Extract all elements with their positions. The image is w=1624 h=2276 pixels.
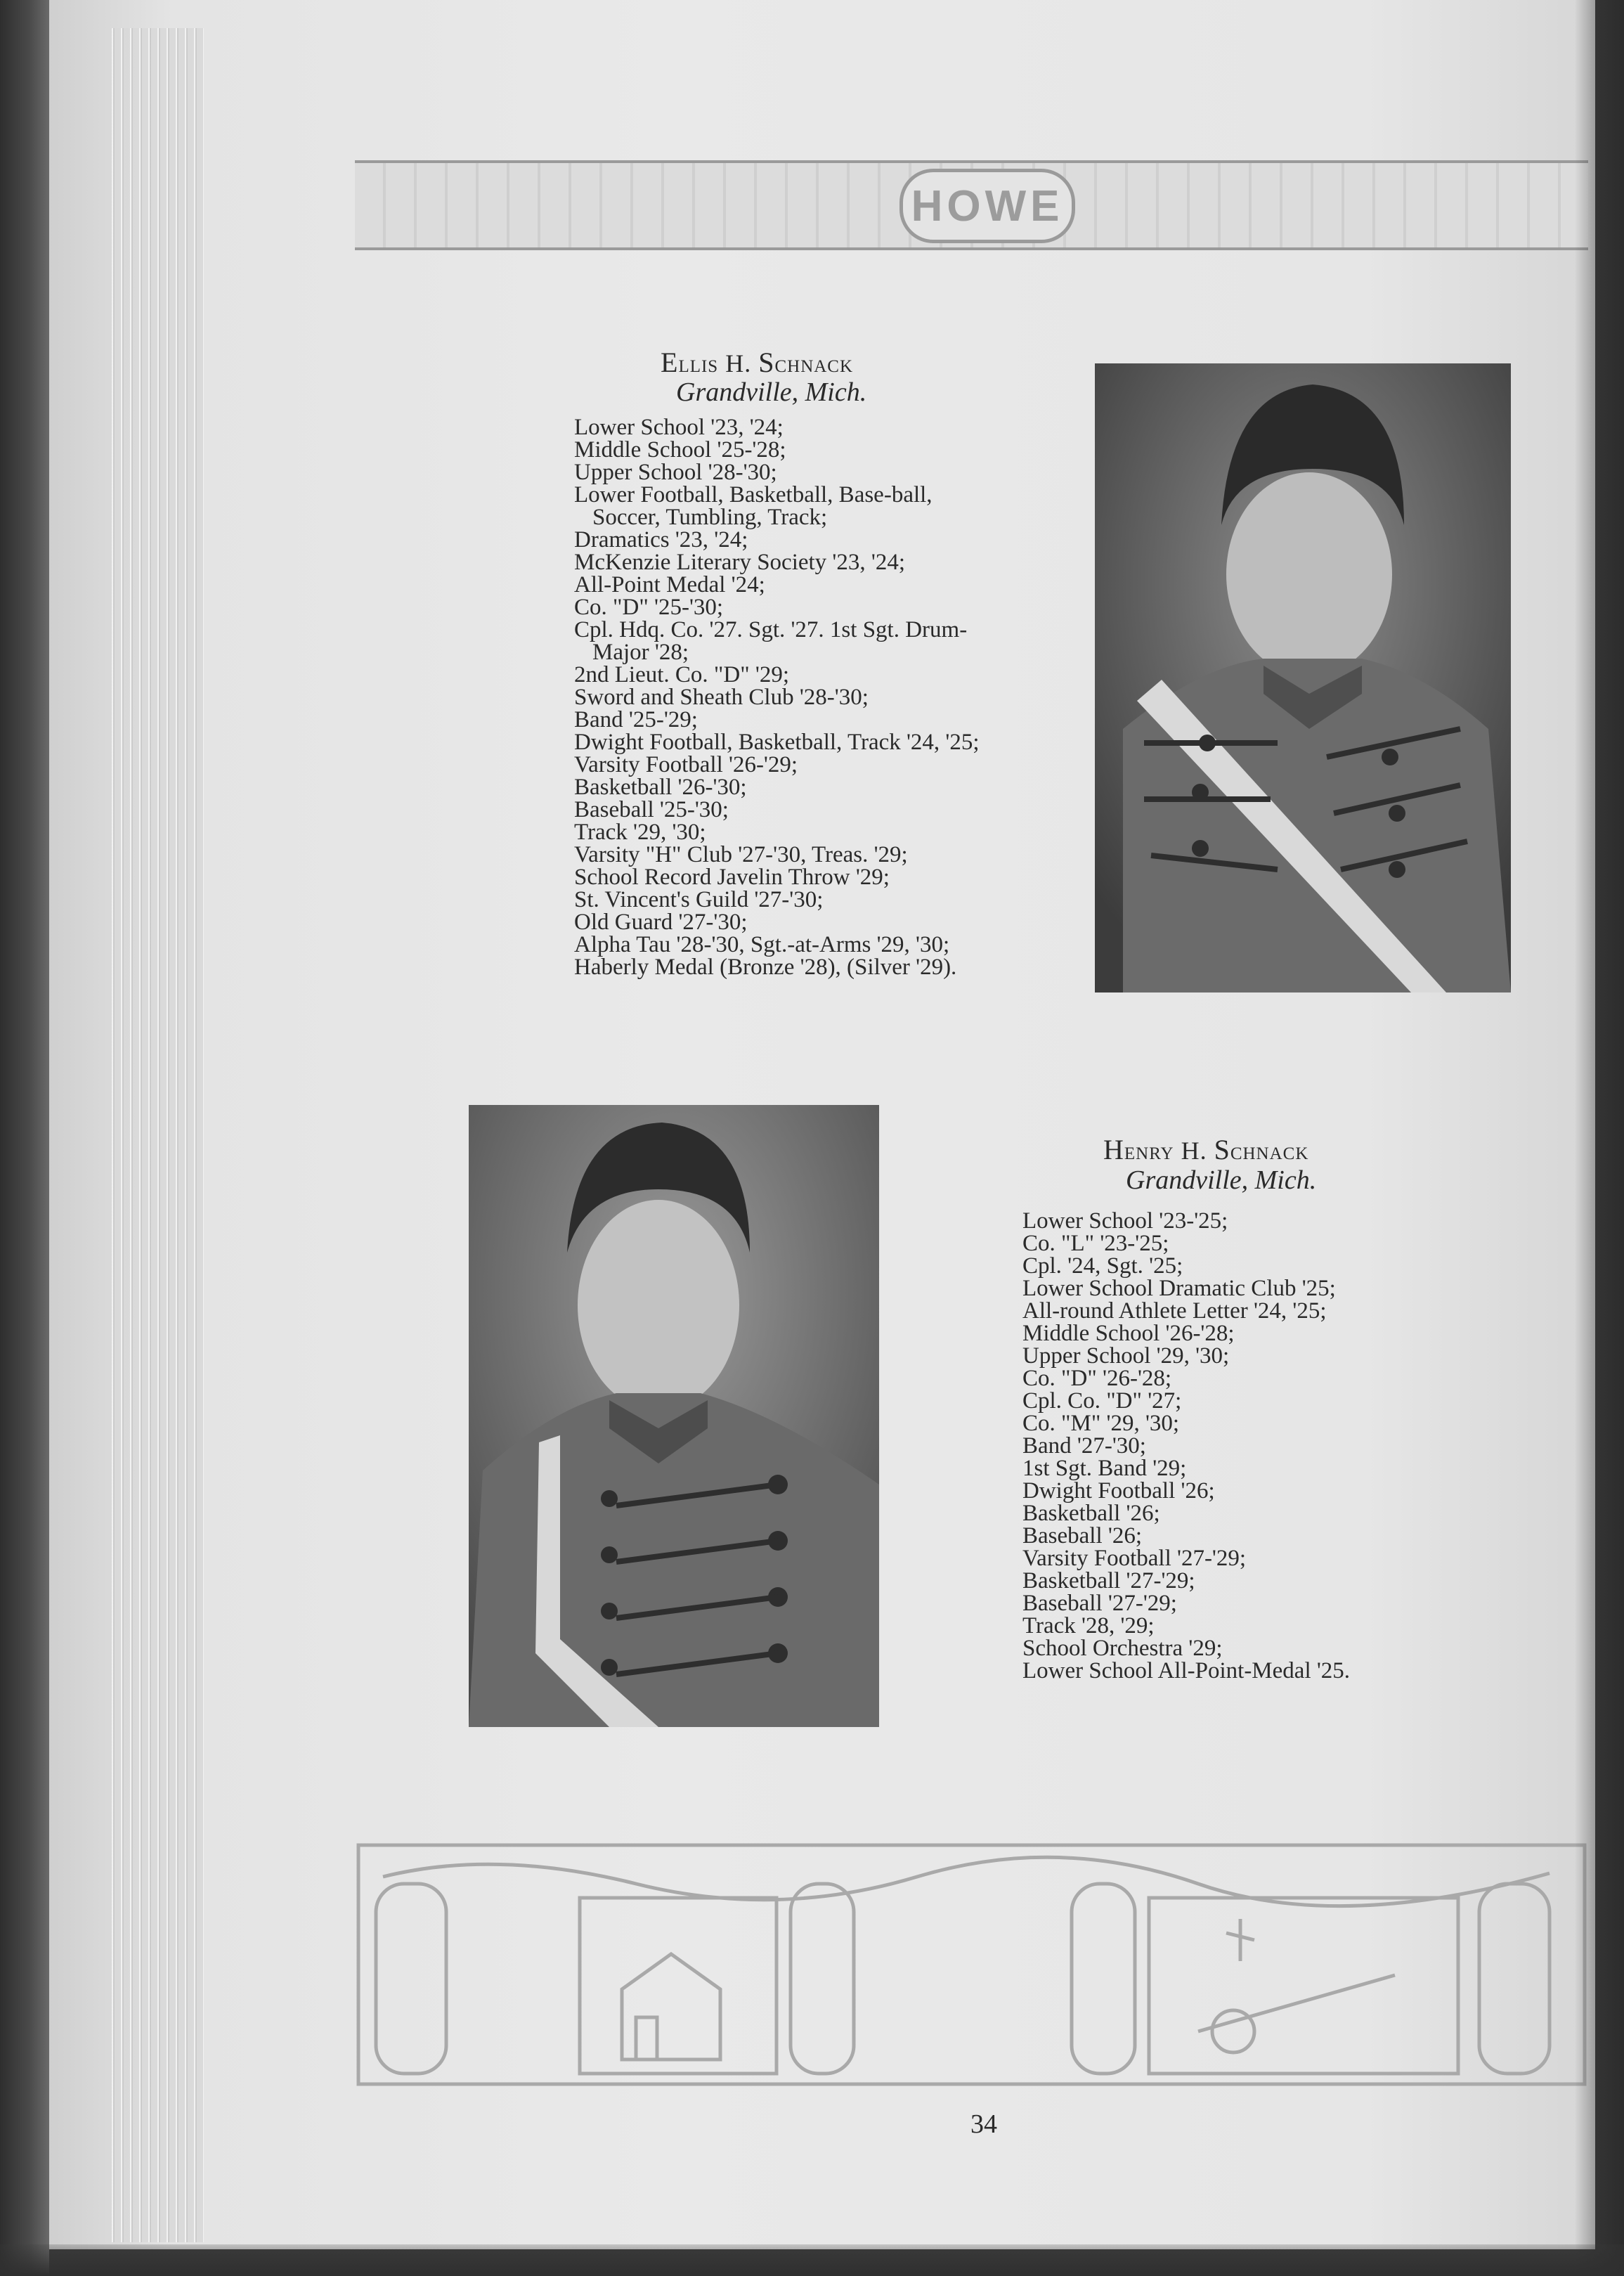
entry-2-activities — [1022, 1210, 1458, 1682]
list-item: Co. "M" '29, '30; — [1022, 1411, 1180, 1436]
list-item: Lower Football, Basketball, Base-ball, Soccer, Tumbling, Track; — [574, 482, 933, 530]
page-edges — [105, 28, 204, 2242]
list-item: Band '27-'30; — [1022, 1433, 1146, 1459]
list-item: Track '29, '30; — [574, 820, 706, 845]
list-item: Co. "L" '23-'25; — [1022, 1231, 1169, 1256]
list-item: Dramatics '23, '24; — [574, 527, 748, 552]
list-item: Varsity Football '27-'29; — [1022, 1546, 1247, 1571]
page-right-shadow — [1575, 0, 1624, 2276]
list-item: St. Vincent's Guild '27-'30; — [574, 887, 824, 912]
list-item: 1st Sgt. Band '29; — [1022, 1456, 1187, 1481]
list-item: School Orchestra '29; — [1022, 1636, 1223, 1661]
list-item: Middle School '26-'28; — [1022, 1321, 1235, 1346]
list-item: Basketball '27-'29; — [1022, 1568, 1195, 1593]
list-item: Sword and Sheath Club '28-'30; — [574, 685, 869, 710]
list-item: Co. "D" '26-'28; — [1022, 1366, 1172, 1391]
header-banner-medallion — [899, 169, 1075, 243]
list-item: Cpl. '24, Sgt. '25; — [1022, 1253, 1183, 1279]
list-item: Cpl. Co. "D" '27; — [1022, 1388, 1182, 1414]
portrait-photo-henry — [469, 1105, 879, 1727]
list-item: Cpl. Hdq. Co. '27. Sgt. '27. 1st Sgt. Drum-Major '28; — [574, 617, 968, 665]
entry-2-name: Henry H. Schnack — [1103, 1134, 1309, 1165]
entry-1-town: Grandville, Mich. — [676, 377, 867, 407]
list-item: Baseball '25-'30; — [574, 797, 729, 822]
list-item: Alpha Tau '28-'30, Sgt.-at-Arms '29, '30; — [574, 932, 950, 957]
list-item: Lower School '23, '24; — [574, 415, 784, 440]
list-item: Varsity Football '26-'29; — [574, 752, 798, 777]
list-item: Band '25-'29; — [574, 707, 698, 732]
list-item: All-round Athlete Letter '24, '25; — [1022, 1298, 1327, 1324]
list-item: Haberly Medal (Bronze '28), (Silver '29). — [574, 955, 957, 980]
list-item: Track '28, '29; — [1022, 1613, 1155, 1638]
list-item: Baseball '27-'29; — [1022, 1591, 1177, 1616]
page-number: 34 — [970, 2109, 997, 2139]
entry-2-town: Grandville, Mich. — [1126, 1165, 1317, 1195]
page-bottom-shadow — [0, 2244, 1624, 2276]
list-item: Basketball '26; — [1022, 1501, 1160, 1526]
list-item: Varsity "H" Club '27-'30, Treas. '29; — [574, 842, 908, 867]
portrait-photo-ellis — [1095, 363, 1511, 992]
list-item: Baseball '26; — [1022, 1523, 1142, 1548]
header-banner-text: HOWE — [911, 181, 1064, 231]
list-item: McKenzie Literary Society '23, '24; — [574, 550, 905, 575]
list-item: Upper School '28-'30; — [574, 460, 777, 485]
list-item: Old Guard '27-'30; — [574, 910, 748, 935]
list-item: Middle School '25-'28; — [574, 437, 786, 463]
list-item: Lower School All-Point-Medal '25. — [1022, 1658, 1351, 1683]
entry-1-name: Ellis H. Schnack — [661, 347, 854, 378]
list-item: 2nd Lieut. Co. "D" '29; — [574, 662, 790, 687]
book-binding — [0, 0, 49, 2276]
list-item: Basketball '26-'30; — [574, 775, 747, 800]
list-item: Lower School '23-'25; — [1022, 1208, 1228, 1234]
list-item: Dwight Football '26; — [1022, 1478, 1215, 1504]
list-item: All-Point Medal '24; — [574, 572, 765, 597]
list-item: Dwight Football, Basketball, Track '24, '25; — [574, 730, 980, 755]
list-item: Lower School Dramatic Club '25; — [1022, 1276, 1336, 1301]
list-item: Co. "D" '25-'30; — [574, 595, 724, 620]
list-item: School Record Javelin Throw '29; — [574, 865, 890, 890]
entry-1-activities — [574, 416, 996, 978]
footer-illustration — [355, 1835, 1588, 2091]
list-item: Upper School '29, '30; — [1022, 1343, 1230, 1369]
